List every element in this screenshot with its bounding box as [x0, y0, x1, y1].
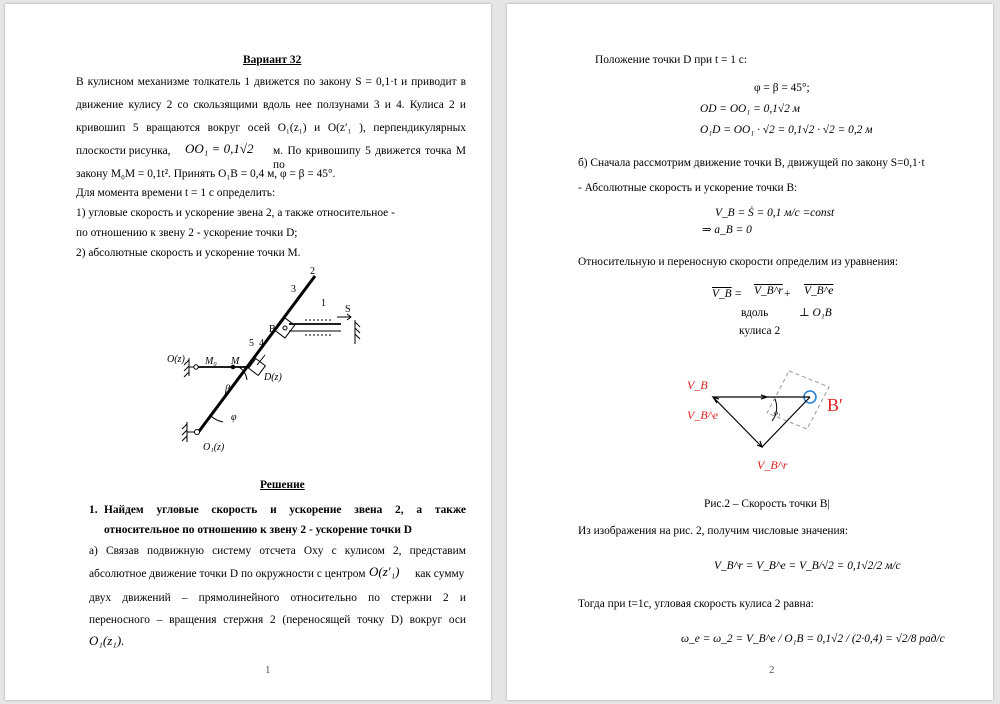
solution-header: Решение — [260, 479, 305, 491]
para-a-line-4: переносного – вращения стержня 2 (переносящей точку D) вокруг оси — [89, 614, 466, 626]
task-line-7: 1) угловые скорость и ускорение звена 2, а также относительное - — [76, 207, 395, 219]
from-figure-text: Из изображения на рис. 2, получим числовые значения: — [578, 525, 848, 537]
formula-oo1: OO₁ = 0,1√2 — [185, 141, 254, 156]
equation-od: OD = OO₁ = 0,1√2 м — [700, 103, 800, 115]
label-o: O(z) — [167, 354, 185, 365]
task-line-3: кривошип 5 вращаются вокруг осей O₁(z₁) и O(z′₁ ), перпендикулярных — [76, 122, 466, 134]
vector-ve: V_B^e — [804, 285, 834, 297]
page-number-1: 1 — [265, 664, 271, 676]
vector-perp: ⊥ O₁B — [799, 307, 832, 319]
velocity-figure — [677, 359, 867, 479]
task-line-4a: плоскости рисунка, — [76, 145, 171, 157]
label-1: 1 — [321, 298, 326, 309]
step1-line-1: Найдем угловые скорость и ускорение звена 2, а также — [104, 504, 466, 516]
label-3: 3 — [291, 284, 296, 295]
fig2-label-vr: V_B^r — [757, 458, 788, 472]
para-a-line-2b: как сумму — [415, 568, 465, 580]
figure2-caption: Рис.2 – Скорость точки B| — [704, 498, 830, 510]
task-line-5: закону M₀M = 0,1t². Принять O₁B = 0,4 м, φ = β = 45°. — [76, 168, 336, 180]
page-number-2: 2 — [769, 664, 775, 676]
task-line-2: движение кулису 2 со скользящими вдоль нее ползунами 3 и 4. Кулиса 2 и — [76, 99, 466, 111]
document-page-1 — [5, 4, 491, 700]
vector-vr: V_B^r — [754, 285, 783, 297]
fig2-label-ve: V_B^e — [687, 408, 719, 422]
equation-vb: V_B = Ṡ = 0,1 м/с =const — [715, 207, 835, 219]
equation-vr: V_B^r = V_B^e = V_B/√2 = 0,1√2/2 м/с — [714, 560, 901, 572]
equation-angles: φ = β = 45°; — [754, 82, 810, 94]
variant-title: Вариант 32 — [243, 54, 302, 66]
mechanism-figure — [165, 262, 365, 462]
task-line-9: 2) абсолютные скорость и ускорение точки M. — [76, 247, 301, 259]
equation-omega: ω_e = ω_2 = V_B^e / O₁B = 0,1√2 / (2·0,4) = √2/8 рад/с — [681, 633, 945, 645]
label-2: 2 — [310, 266, 315, 277]
vector-lhs: V_B — [712, 288, 732, 300]
position-title: Положение точки D при t = 1 с: — [595, 54, 748, 66]
document-page-2 — [507, 4, 993, 700]
fig2-label-vb: V_B — [687, 378, 708, 392]
label-m0: M₀ — [205, 356, 217, 367]
task-line-4b: м. По кривошипу 5 движется точка M по — [273, 145, 466, 171]
rel-velocity-title: Относительную и переносную скорости определим из уравнения: — [578, 256, 899, 268]
step1-line-2: относительное по отношению к звену 2 - ускорение точки D — [104, 524, 412, 536]
then-text: Тогда при t=1с, угловая скорость кулиса 2 равна: — [578, 598, 814, 610]
vector-kulisa: кулиса 2 — [739, 325, 781, 337]
vector-equals: = — [735, 288, 742, 300]
fig2-label-bprime: B′ — [827, 395, 843, 415]
vector-plus: + — [784, 288, 791, 300]
fig2-label-angle: φ₁ — [774, 409, 781, 417]
part-b-text: б) Сначала рассмотрим движение точки B, движущей по закону S=0,1·t — [578, 157, 925, 169]
label-beta: β — [225, 384, 230, 395]
equation-o1d: O₁D = OO₁ · √2 = 0,1√2 · √2 = 0,2 м — [700, 124, 873, 136]
label-phi: φ — [231, 412, 237, 423]
task-line-8: по отношению к звену 2 - ускорение точки D; — [76, 227, 298, 239]
task-line-6: Для момента времени t = 1 с определить: — [76, 187, 276, 199]
label-o1: O₁(z) — [203, 442, 225, 453]
task-line-1: В кулисном механизме толкатель 1 движется по закону S = 0,1·t и приводит в — [76, 76, 466, 88]
axis-symbol: O₁(z₁). — [89, 633, 125, 648]
equation-ab: ⇒ a_B = 0 — [702, 224, 752, 236]
para-a-line-3: двух движений – прямолинейного относительно по стержни 2 и — [89, 592, 466, 604]
vector-along: вдоль — [741, 307, 769, 319]
label-m: M — [231, 356, 240, 367]
abs-velocity-title: - Абсолютные скорость и ускорение точки B: — [578, 182, 798, 194]
label-5: 5 — [249, 338, 254, 349]
para-a-line-2: абсолютное движение точки D по окружности с центром — [89, 568, 366, 580]
label-d: D(z) — [264, 372, 282, 383]
para-a-line-1: а) Связав подвижную систему отсчета Oxy с кулисом 2, представим — [89, 545, 466, 557]
center-symbol: O(z′₁) — [369, 564, 400, 579]
label-b: B — [269, 324, 276, 335]
step1-number: 1. — [89, 504, 98, 516]
label-4: 4 — [259, 338, 264, 349]
label-s: S — [345, 304, 351, 315]
